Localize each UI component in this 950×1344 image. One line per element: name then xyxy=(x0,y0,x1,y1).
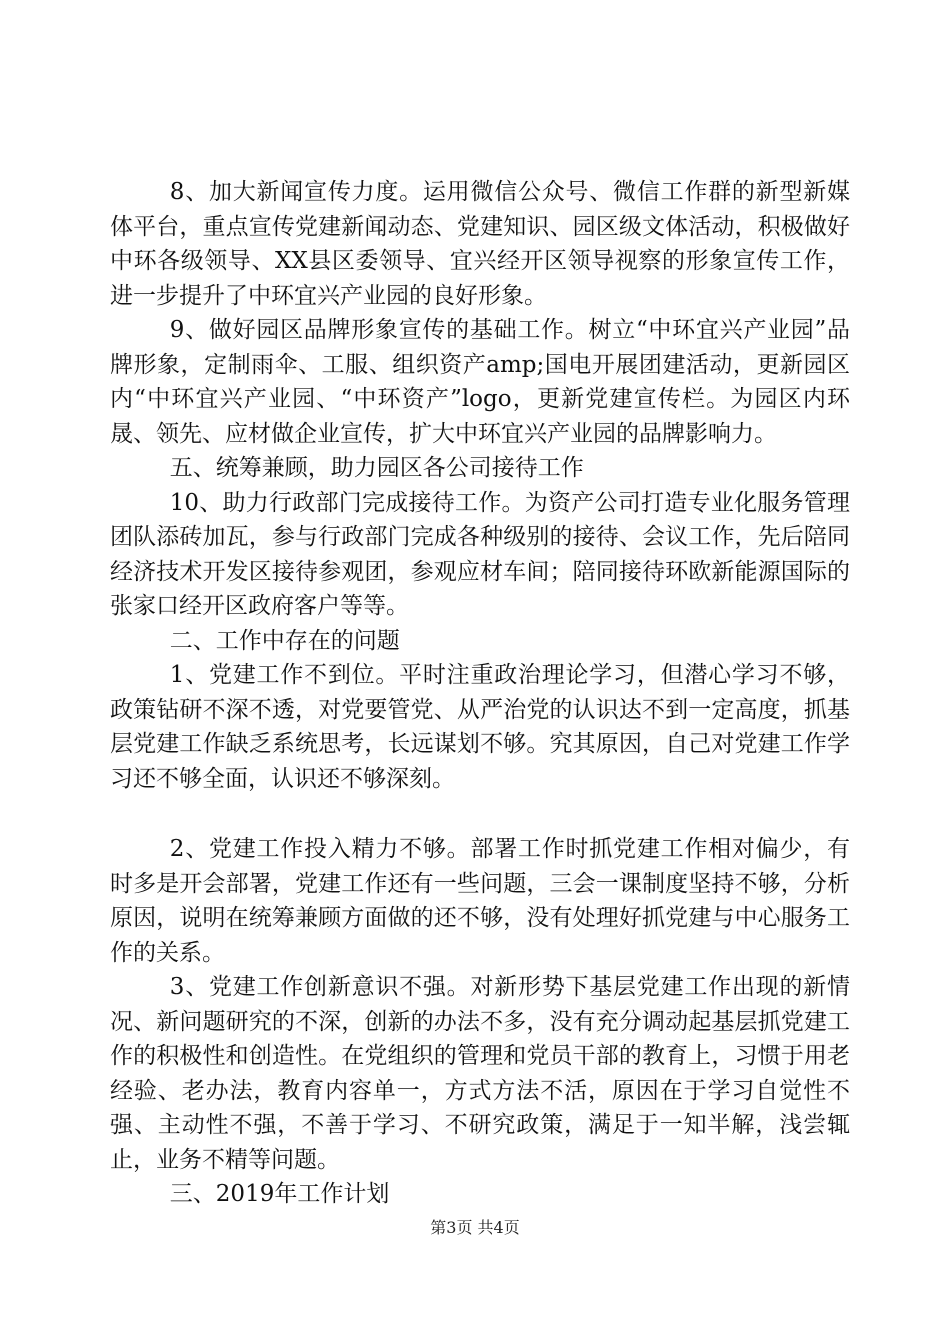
paragraph-problem-3: 3、党建工作创新意识不强。对新形势下基层党建工作出现的新情况、新问题研究的不深，创新的办法不多，没有充分调动起基层抓党建工作的积极性和创造性。在党组织的管理和党员干部的教育上，习惯于用老经验、老办法，教育内容单一，方式方法不活，原因在于学习自觉性不强、主动性不强，不善于学习、不研究政策，满足于一知半解，浅尝辄止，业务不精等问题。 xyxy=(110,974,850,1173)
paragraph-problem-2: 2、党建工作投入精力不够。部署工作时抓党建工作相对偏少，有时多是开会部署，党建工作还有一些问题，三会一课制度坚持不够，分析原因，说明在统筹兼顾方面做的还不够，没有处理好抓党建与中心服务工作的关系。 xyxy=(110,836,850,966)
blank-line xyxy=(110,796,850,832)
section-heading-problems: 二、工作中存在的问题 xyxy=(169,627,400,654)
document-body xyxy=(110,175,850,1212)
paragraph-problem-1: 1、党建工作不到位。平时注重政治理论学习，但潜心学习不够，政策钻研不深不透，对党要管党、从严治党的认识达不到一定高度，抓基层党建工作缺乏系统思考，长远谋划不够。究其原因，自己对党建工作学习还不够全面，认识还不够深刻。 xyxy=(110,662,850,792)
page-footer: 第3页 共4页 xyxy=(430,1218,520,1237)
section-heading-work-plan: 三、2019年工作计划 xyxy=(169,1181,390,1207)
paragraph-reception-work: 10、助力行政部门完成接待工作。为资产公司打造专业化服务管理团队添砖加瓦，参与行政部门完成各种级别的接待、会议工作，先后陪同经济技术开发区接待参观团，参观应材车间；陪同接待环欧新能源国际的张家口经开区政府客户等等。 xyxy=(110,489,850,619)
section-heading-reception: 五、统筹兼顾，助力园区各公司接待工作 xyxy=(169,455,584,481)
paragraph-brand-image: 9、做好园区品牌形象宣传的基础工作。树立“中环宜兴产业园”品牌形象，定制雨伞、工服、组织资产amp;国电开展团建活动，更新园区内“中环宜兴产业园、“中环资产”logo，更新党建宣传栏。为园区内环晟、领先、应材做企业宣传，扩大中环宜兴产业园的品牌影响力。 xyxy=(110,317,850,447)
paragraph-news-publicity: 8、加大新闻宣传力度。运用微信公众号、微信工作群的新型新媒体平台，重点宣传党建新闻动态、党建知识、园区级文体活动，积极做好中环各级领导、XX县区委领导、宜兴经开区领导视察的形象宣传工作，进一步提升了中环宜兴产业园的良好形象。 xyxy=(110,179,850,309)
